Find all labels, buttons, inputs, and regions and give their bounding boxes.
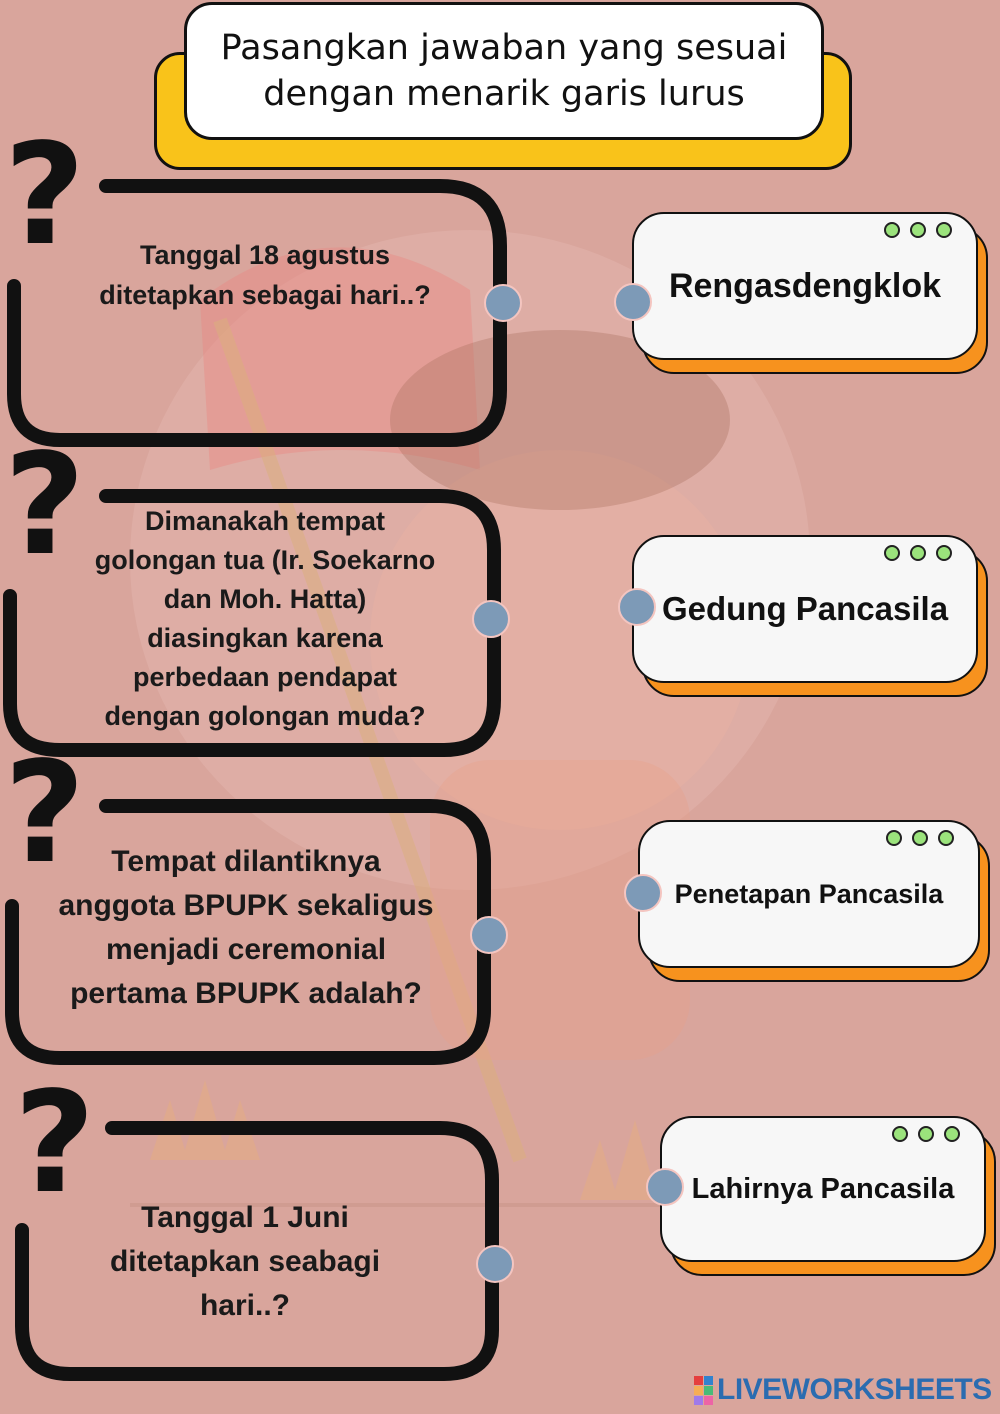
answer-card-3	[638, 820, 980, 968]
answer-card-4	[660, 1116, 986, 1262]
answer-2-connector-dot[interactable]	[618, 588, 656, 626]
logo-mark-icon	[694, 1376, 713, 1405]
question-text: Tanggal 18 agustus ditetapkan sebagai hari..?	[99, 240, 431, 310]
answer-label: Gedung Pancasila	[632, 535, 978, 683]
title-line-2: dengan menarik garis lurus	[263, 74, 745, 114]
liveworksheets-logo	[694, 1372, 992, 1408]
question-mark-icon: ?	[4, 114, 86, 277]
answer-1-connector-dot[interactable]	[614, 283, 652, 321]
question-1-connector-dot[interactable]	[484, 284, 522, 322]
answer-label: Penetapan Pancasila	[638, 820, 980, 968]
answer-card-2	[632, 535, 978, 683]
question-card-4	[0, 1062, 520, 1390]
window-dots-icon	[892, 1126, 960, 1142]
instruction-title	[184, 2, 824, 140]
title-line-1: Pasangkan jawaban yang sesuai	[220, 28, 788, 68]
question-mark-icon: ?	[4, 732, 86, 895]
question-3-connector-dot[interactable]	[470, 916, 508, 954]
answer-4-connector-dot[interactable]	[646, 1168, 684, 1206]
question-2-connector-dot[interactable]	[472, 600, 510, 638]
question-mark-icon: ?	[4, 424, 86, 587]
question-text: Tanggal 1 Juni ditetapkan seabagi hari..?	[109, 1201, 381, 1322]
answer-label: Rengasdengklok	[632, 212, 978, 360]
question-mark-icon: ?	[14, 1062, 96, 1225]
answer-label: Lahirnya Pancasila	[660, 1116, 986, 1262]
window-dots-icon	[884, 545, 952, 561]
window-dots-icon	[884, 222, 952, 238]
question-card-1	[0, 114, 520, 450]
window-dots-icon	[886, 830, 954, 846]
question-text: Dimanakah tempat golongan tua (Ir. Soekarno dan Moh. Hatta) diasingkan karena perbedaan pendapat dengan golongan muda?	[94, 506, 436, 731]
question-4-connector-dot[interactable]	[476, 1245, 514, 1283]
logo-text: LIVEWORKSHEETS	[717, 1373, 992, 1406]
question-text: Tempat dilantiknya anggota BPUPK sekaligus menjadi ceremonial pertama BPUPK adalah?	[58, 845, 434, 1010]
question-card-2	[0, 424, 520, 760]
answer-card-1	[632, 212, 978, 360]
answer-3-connector-dot[interactable]	[624, 874, 662, 912]
question-card-3	[0, 732, 520, 1070]
